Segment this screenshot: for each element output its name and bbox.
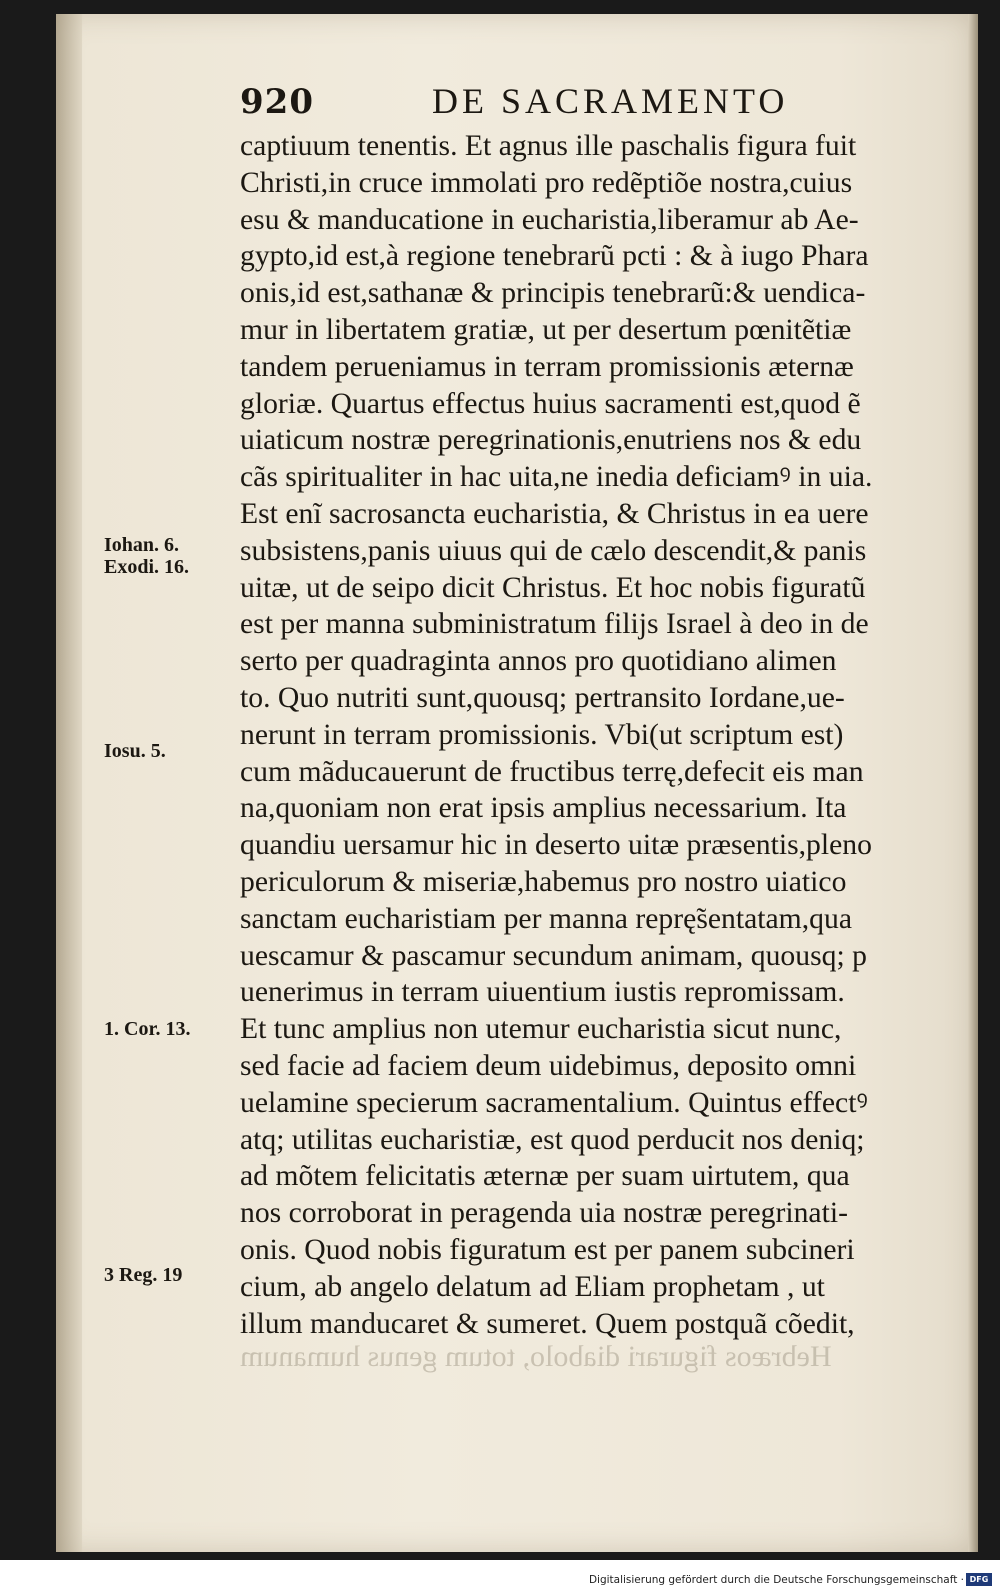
text-line: onis. Quod nobis figuratum est per panem subcineri — [240, 1232, 855, 1266]
text-line: mur in libertatem gratiæ, ut per desertum pœnitẽtiæ — [240, 312, 852, 346]
text-line: sanctam eucharistiam per manna reprę̃sentatam,qua — [240, 901, 853, 935]
text-line: uelamine specierum sacramentalium. Quintus effectꝰ — [240, 1085, 868, 1119]
text-line: nos corroborat in peragenda uia nostræ peregrinati- — [240, 1196, 848, 1230]
body-text — [240, 128, 960, 1342]
margin-note-corinthians: 1. Cor. 13. — [104, 1018, 191, 1040]
text-line: onis,id est,sathanæ & principis tenebrarũ:& uendica- — [240, 276, 866, 310]
show-through-text: Hebræos figurari diabolo, totum genus humanum — [240, 1340, 832, 1373]
page-number: 920 — [240, 82, 314, 122]
text-line: cãs spiritualiter in hac uita,ne inedia deficiamꝰ in uia. — [240, 460, 873, 494]
digitization-credit: Digitalisierung gefördert durch die Deutsche Forschungsgemeinschaft · — [588, 1574, 964, 1586]
text-line: nerunt in terram promissionis. Vbi(ut scriptum est) — [240, 717, 844, 751]
text-line: atq; utilitas eucharistiæ, est quod perducit nos deniq; — [240, 1122, 865, 1156]
text-line: uitæ, ut de seipo dicit Christus. Et hoc nobis figuratũ — [240, 570, 866, 604]
page-edge — [968, 14, 978, 1552]
text-line: uescamur & pascamur secundum animam, quousq; p — [240, 938, 867, 972]
text-line: ad mõtem felicitatis æternæ per suam uirtutem, qua — [240, 1159, 850, 1193]
text-line: Est enĩ sacrosancta eucharistia, & Christus in ea uere — [240, 496, 869, 530]
text-line: illum manducaret & sumeret. Quem postquã cõedit, — [240, 1306, 855, 1340]
page-gutter — [56, 14, 82, 1552]
margin-note-exodus: Exodi. 16. — [104, 556, 190, 578]
text-line: tandem perueniamus in terram promissionis æternæ — [240, 349, 854, 383]
text-line: periculorum & miseriæ,habemus pro nostro uiatico — [240, 864, 847, 898]
text-line: gypto,id est,à regione tenebrarũ pcti : & à iugo Phara — [240, 239, 869, 273]
text-line: uiaticum nostræ peregrinationis,enutriens nos & edu — [240, 423, 862, 457]
text-line: uenerimus in terram uiuentium iustis repromissam. — [240, 975, 845, 1009]
margin-note-joshua: Iosu. 5. — [104, 740, 166, 762]
margin-note-john: Iohan. 6. — [104, 534, 180, 556]
text-line: sed facie ad faciem deum uidebimus, deposito omni — [240, 1048, 857, 1082]
margin-note-kings: 3 Reg. 19 — [104, 1264, 183, 1286]
text-line: esu & manducatione in eucharistia,liberamur ab Ae- — [240, 202, 859, 236]
running-head: DE SACRAMENTO — [432, 81, 789, 121]
text-line: gloriæ. Quartus effectus huius sacramenti est,quod ẽ — [240, 386, 861, 420]
text-line: cium, ab angelo delatum ad Eliam prophetam , ut — [240, 1269, 825, 1303]
text-line: na,quoniam non erat ipsis amplius necessarium. Ita — [240, 791, 847, 825]
text-line: est per manna subministratum filijs Israel à deo in de — [240, 607, 869, 641]
text-line: cum mãducauerunt de fructibus terrę,defecit eis man — [240, 754, 864, 788]
text-line: subsistens,panis uiuus qui de cælo descendit,& panis — [240, 533, 867, 567]
text-line: to. Quo nutriti sunt,quousq; pertransito Iordane,ue- — [240, 680, 845, 714]
text-line: Et tunc amplius non utemur eucharistia sicut nunc, — [240, 1012, 842, 1046]
text-line: captiuum tenentis. Et agnus ille paschalis figura fuit — [240, 129, 857, 162]
text-line: quandiu uersamur hic in deserto uitæ præsentis,pleno — [240, 828, 872, 862]
dfg-logo: DFG — [966, 1573, 992, 1586]
text-line: serto per quadraginta annos pro quotidiano alimen — [240, 644, 837, 678]
text-line: Christi,in cruce immolati pro redẽptiõe nostra,cuius — [240, 165, 853, 199]
